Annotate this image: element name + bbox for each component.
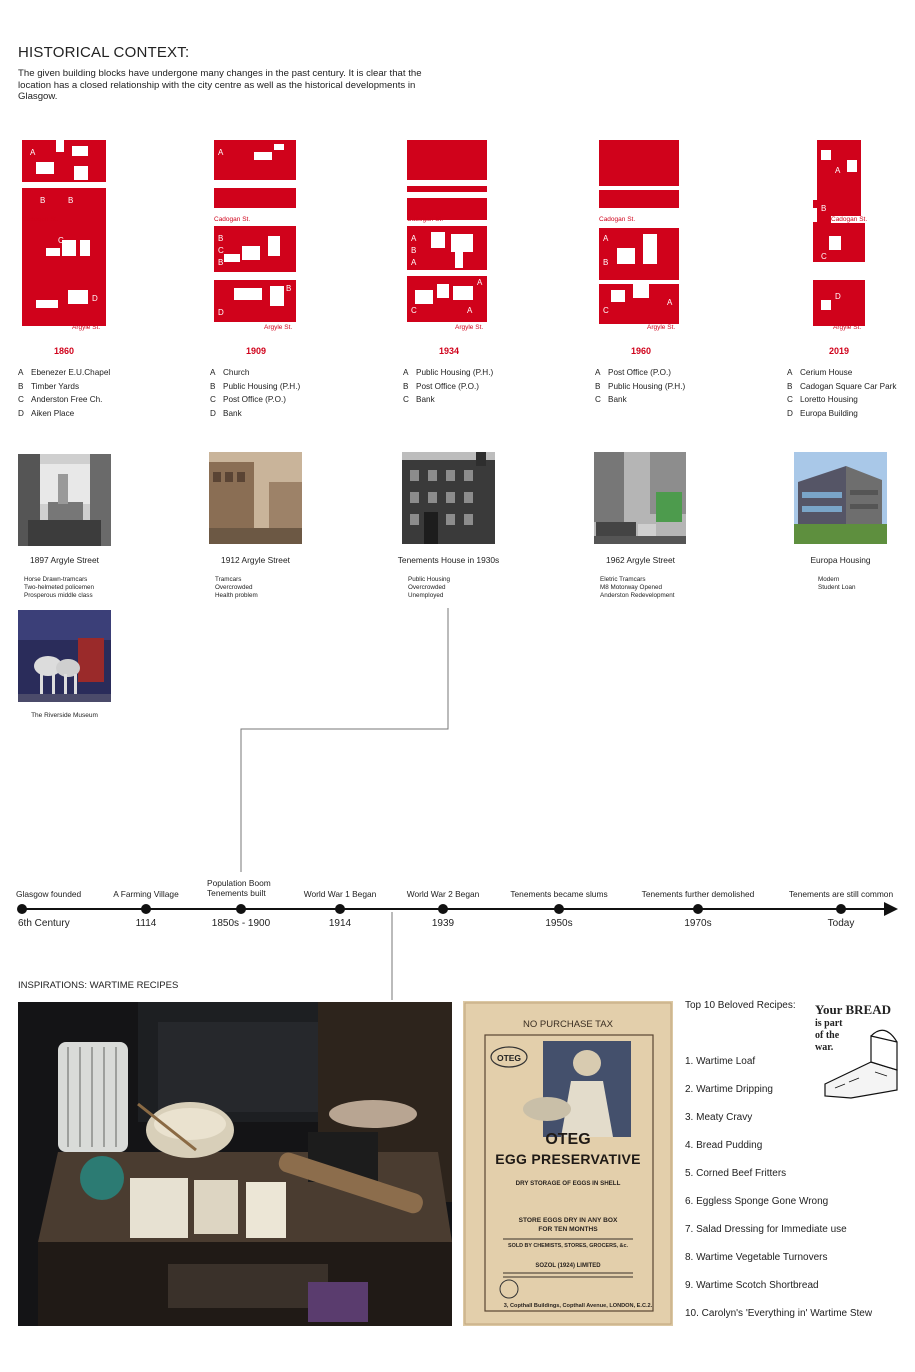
year-label: 1909 xyxy=(246,346,267,356)
legend-item: D Bank xyxy=(210,408,242,418)
timeline-label: Glasgow founded xyxy=(16,889,82,899)
note-line: Anderston Redevelopment xyxy=(600,592,675,599)
poster-headline-egg: EGG PRESERVATIVE xyxy=(495,1151,641,1167)
poster-line-3: FOR TEN MONTHS xyxy=(538,1226,598,1233)
legend-item: C Post Office (P.O.) xyxy=(210,395,286,405)
poster-brand-logo: OTEG xyxy=(496,1053,522,1063)
bread-ad-line-1: Your BREAD xyxy=(815,1002,891,1017)
map-label: A xyxy=(667,298,673,307)
timeline-dot xyxy=(438,904,448,914)
photo-caption: 1897 Argyle Street xyxy=(30,555,99,565)
recipe-item: 3. Meaty Cravy xyxy=(685,1112,753,1123)
map-label: B xyxy=(603,258,609,267)
map-label: C xyxy=(411,306,417,315)
photo-caption: 1962 Argyle Street xyxy=(606,555,675,565)
map-label: B xyxy=(286,284,292,293)
map-label: D xyxy=(218,308,224,317)
street-label-cadogan: Cadogan St. xyxy=(831,216,868,223)
legend-item: A Church xyxy=(210,368,250,377)
timeline-dot xyxy=(693,904,703,914)
street-label-argyle: Argyle St. xyxy=(264,324,293,331)
street-label-argyle: Argyle St. xyxy=(647,324,676,331)
map-label: A xyxy=(411,234,417,243)
legend-item: D Europa Building xyxy=(787,408,858,418)
timeline-date: 1850s - 1900 xyxy=(211,918,271,929)
map-label: A xyxy=(411,258,417,267)
map-label: A xyxy=(477,278,483,287)
year-label: 1960 xyxy=(631,346,652,356)
note-line: Modern xyxy=(818,576,840,583)
map-label: B xyxy=(821,204,827,213)
timeline-dot xyxy=(335,904,345,914)
note-line: Prosperous middle class xyxy=(24,592,93,599)
street-label-cadogan: Cadogan St. xyxy=(22,216,59,223)
timeline-date: 1970s xyxy=(684,918,712,929)
poster-line-4: SOLD BY CHEMISTS, STORES, GROCERS, &c. xyxy=(508,1243,628,1249)
legend-item: A Ebenezer E.U.Chapel xyxy=(18,368,111,377)
map-label: A xyxy=(835,166,841,175)
street-label-argyle: Argyle St. xyxy=(833,324,862,331)
oteg-poster xyxy=(463,1001,673,1326)
timeline-label: World War 1 Began xyxy=(303,889,377,899)
timeline-date: 6th Century xyxy=(18,918,70,929)
note-line: Tramcars xyxy=(215,576,242,583)
legend-item: B Public Housing (P.H.) xyxy=(210,381,301,391)
timeline-dot xyxy=(554,904,564,914)
recipe-item: 5. Corned Beef Fritters xyxy=(685,1168,787,1179)
photo-caption: Europa Housing xyxy=(810,555,871,565)
year-label: 1934 xyxy=(439,346,460,356)
timeline-label: Tenements became slums xyxy=(510,889,608,899)
note-line: Eletric Tramcars xyxy=(600,576,646,583)
legend-item: C Loretto Housing xyxy=(787,395,858,405)
legend-item: C Bank xyxy=(595,395,627,405)
timeline-label: Population Boom Tenements built xyxy=(207,878,271,898)
legend-item: B Cadogan Square Car Park xyxy=(787,381,897,391)
timeline-dot xyxy=(17,904,27,914)
legend-item: B Timber Yards xyxy=(18,381,80,391)
timeline-label: World War 2 Began xyxy=(406,889,480,899)
poster-footer: 3, Copthall Buildings, Copthall Avenue, LONDON, E.C.2. xyxy=(503,1303,653,1309)
legend-item: C Bank xyxy=(403,395,435,405)
map-label: C xyxy=(58,236,64,245)
legend-item: B Public Housing (P.H.) xyxy=(595,381,686,391)
map-label: B xyxy=(40,196,46,205)
street-label-argyle: Argyle St. xyxy=(455,324,484,331)
recipe-item: 8. Wartime Vegetable Turnovers xyxy=(685,1252,828,1263)
year-label: 1860 xyxy=(54,346,75,356)
poster-line-1: DRY STORAGE OF EGGS IN SHELL xyxy=(515,1180,621,1187)
map-label: A xyxy=(30,148,36,157)
map-label: D xyxy=(92,294,98,303)
inspirations-title: INSPIRATIONS: WARTIME RECIPES xyxy=(18,980,179,991)
timeline-label: Tenements further demolished xyxy=(641,889,755,899)
poster-line-5: SOZOL (1924) LIMITED xyxy=(535,1263,601,1269)
page-title: HISTORICAL CONTEXT: xyxy=(18,44,190,61)
street-label-cadogan: Cadogan St. xyxy=(214,216,251,223)
legend-item: C Anderston Free Ch. xyxy=(18,395,103,405)
note-line: Unemployed xyxy=(408,592,444,599)
intro-text: The given building blocks have undergone many changes in the past century. It is clear that the location has a closed relationship with the city centre as well as the historical developments in Glasgow. xyxy=(18,68,422,102)
photo-wartime-kitchen xyxy=(18,1002,452,1326)
timeline-label: Tenements are still common xyxy=(788,889,894,899)
map-label: B xyxy=(68,196,74,205)
map-label: B xyxy=(411,246,417,255)
note-line: Overcrowded xyxy=(215,584,253,591)
timeline-date: 1939 xyxy=(431,918,455,929)
note-line: Health problem xyxy=(215,592,258,599)
timeline-date: 1950s xyxy=(545,918,573,929)
legend-item: A Public Housing (P.H.) xyxy=(403,368,494,377)
map-label: C xyxy=(218,246,224,255)
street-label-cadogan: Cadogan St. xyxy=(407,216,444,223)
museum-caption: The Riverside Museum xyxy=(31,712,98,719)
bread-ad-line-4: war. xyxy=(815,1042,834,1053)
map-label: C xyxy=(821,252,827,261)
year-label: 2019 xyxy=(829,346,850,356)
poster-line-2: STORE EGGS DRY IN ANY BOX xyxy=(518,1217,618,1224)
photo-caption: 1912 Argyle Street xyxy=(221,555,290,565)
legend-item: B Post Office (P.O.) xyxy=(403,381,479,391)
timeline-dot xyxy=(836,904,846,914)
photo-caption: Tenements House in 1930s xyxy=(397,555,500,565)
recipe-item: 1. Wartime Loaf xyxy=(685,1056,756,1067)
note-line: Horse Drawn-tramcars xyxy=(24,576,88,583)
bread-ad-line-3: of the xyxy=(815,1030,840,1041)
recipe-item: 6. Eggless Sponge Gone Wrong xyxy=(685,1196,829,1207)
recipe-item: 10. Carolyn's 'Everything in' Wartime Stew xyxy=(685,1308,873,1319)
map-label: D xyxy=(835,292,841,301)
timeline-dot xyxy=(236,904,246,914)
timeline-date: 1914 xyxy=(328,918,352,929)
timeline-date: Today xyxy=(827,918,855,929)
note-line: Public Housing xyxy=(408,576,451,583)
legend-item: A Cerium House xyxy=(787,368,853,377)
note-line: Overcrowded xyxy=(408,584,446,591)
bread-ad-line-2: is part xyxy=(815,1018,843,1029)
map-label: A xyxy=(603,234,609,243)
poster-tax-text: NO PURCHASE TAX xyxy=(523,1019,613,1030)
timeline-date: 1114 xyxy=(135,918,157,929)
legend-item: D Aiken Place xyxy=(18,408,75,418)
poster-headline-oteg: OTEG xyxy=(545,1131,591,1148)
recipe-item: 2. Wartime Dripping xyxy=(685,1084,773,1095)
recipes-title: Top 10 Beloved Recipes: xyxy=(685,1000,796,1011)
recipe-item: 7. Salad Dressing for Immediate use xyxy=(685,1224,847,1235)
note-line: M8 Motorway Opened xyxy=(600,584,662,591)
street-label-argyle: Argyle St. xyxy=(72,324,101,331)
legend-item: A Post Office (P.O.) xyxy=(595,368,671,377)
recipe-item: 4. Bread Pudding xyxy=(685,1140,763,1151)
note-line: Two-helmeted policemen xyxy=(24,584,95,591)
bread-advert xyxy=(815,1000,900,1100)
map-label: A xyxy=(218,148,224,157)
street-label-cadogan: Cadogan St. xyxy=(599,216,636,223)
map-label: C xyxy=(603,306,609,315)
recipe-item: 9. Wartime Scotch Shortbread xyxy=(685,1280,819,1291)
timeline-label: A Farming Village xyxy=(113,889,179,899)
map-label: B xyxy=(218,258,224,267)
timeline-dot xyxy=(141,904,151,914)
map-label: A xyxy=(467,306,473,315)
note-line: Student Loan xyxy=(818,584,856,591)
map-label: B xyxy=(218,234,224,243)
